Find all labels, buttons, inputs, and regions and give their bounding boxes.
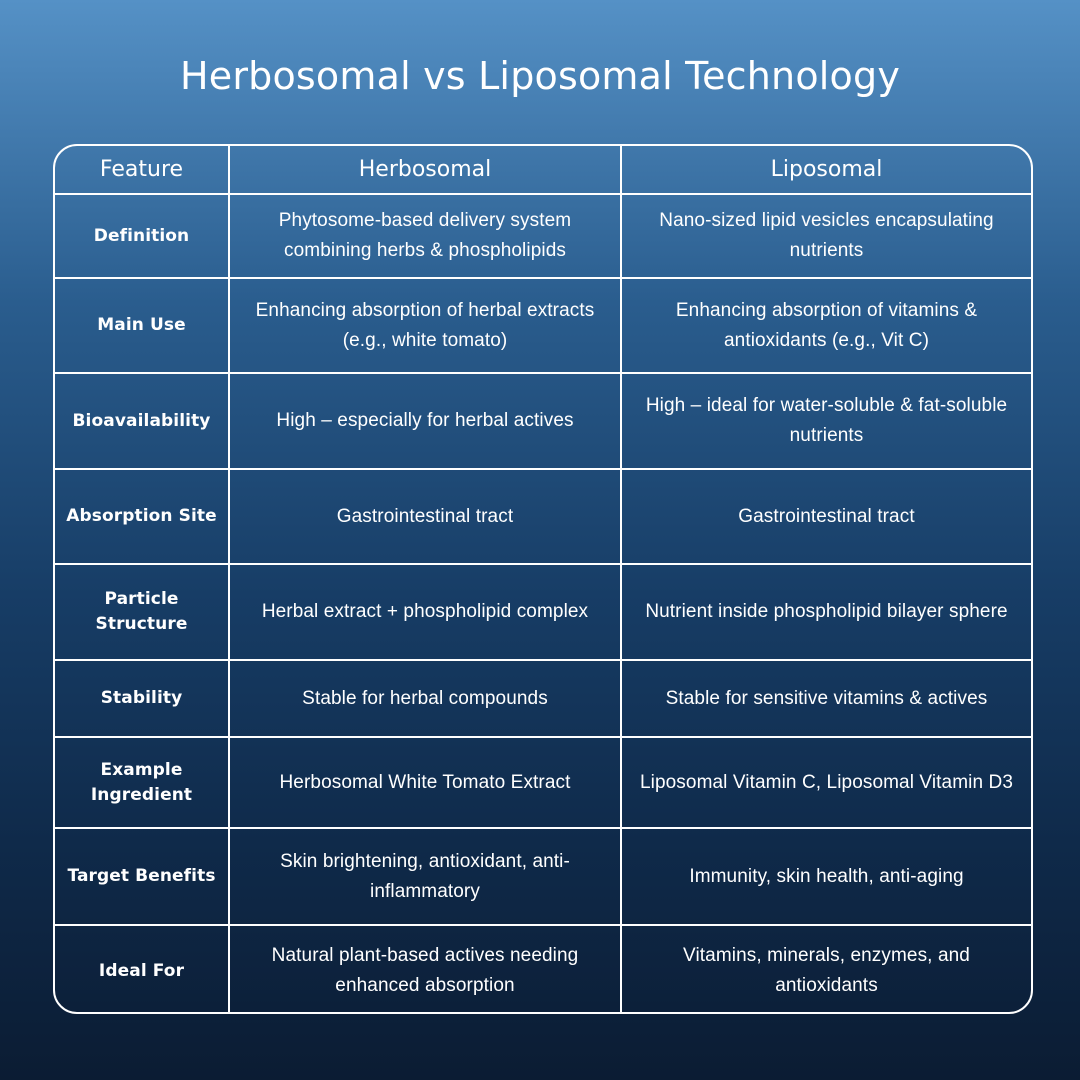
herbosomal-cell: Stable for herbal compounds — [229, 660, 621, 737]
feature-cell: Absorption Site — [55, 469, 229, 564]
liposomal-cell: Vitamins, minerals, enzymes, and antioxidants — [621, 925, 1031, 1014]
herbosomal-cell: Phytosome-based delivery system combining herbs & phospholipids — [229, 194, 621, 278]
herbosomal-cell: Enhancing absorption of herbal extracts (e.g., white tomato) — [229, 278, 621, 373]
liposomal-cell: Nano-sized lipid vesicles encapsulating nutrients — [621, 194, 1031, 278]
table-row — [55, 194, 1031, 278]
header-liposomal: Liposomal — [621, 146, 1031, 194]
feature-cell: Example Ingredient — [55, 737, 229, 828]
table-row — [55, 660, 1031, 737]
liposomal-cell: High – ideal for water-soluble & fat-soluble nutrients — [621, 373, 1031, 469]
herbosomal-cell: Skin brightening, antioxidant, anti-inflammatory — [229, 828, 621, 925]
liposomal-cell: Liposomal Vitamin C, Liposomal Vitamin D3 — [621, 737, 1031, 828]
liposomal-cell: Gastrointestinal tract — [621, 469, 1031, 564]
feature-cell: Ideal For — [55, 925, 229, 1014]
feature-cell: Bioavailability — [55, 373, 229, 469]
herbosomal-cell: Natural plant-based actives needing enhanced absorption — [229, 925, 621, 1014]
herbosomal-cell: Herbosomal White Tomato Extract — [229, 737, 621, 828]
table-row — [55, 469, 1031, 564]
page-title: Herbosomal vs Liposomal Technology — [179, 54, 901, 98]
feature-cell: Target Benefits — [55, 828, 229, 925]
liposomal-cell: Immunity, skin health, anti-aging — [621, 828, 1031, 925]
feature-cell: Definition — [55, 194, 229, 278]
header-herbosomal: Herbosomal — [229, 146, 621, 194]
table-row — [55, 737, 1031, 828]
herbosomal-cell: High – especially for herbal actives — [229, 373, 621, 469]
table-row — [55, 828, 1031, 925]
liposomal-cell: Stable for sensitive vitamins & actives — [621, 660, 1031, 737]
table-row — [55, 373, 1031, 469]
header-feature: Feature — [55, 146, 229, 194]
liposomal-cell: Nutrient inside phospholipid bilayer sphere — [621, 564, 1031, 660]
feature-cell: Main Use — [55, 278, 229, 373]
herbosomal-cell: Gastrointestinal tract — [229, 469, 621, 564]
table-header-row — [55, 146, 1031, 194]
feature-cell: Stability — [55, 660, 229, 737]
liposomal-cell: Enhancing absorption of vitamins & antioxidants (e.g., Vit C) — [621, 278, 1031, 373]
feature-cell: Particle Structure — [55, 564, 229, 660]
herbosomal-cell: Herbal extract + phospholipid complex — [229, 564, 621, 660]
comparison-table-grid — [55, 146, 1031, 1014]
comparison-table — [53, 144, 1033, 1014]
table-row — [55, 278, 1031, 373]
table-row — [55, 925, 1031, 1014]
table-row — [55, 564, 1031, 660]
